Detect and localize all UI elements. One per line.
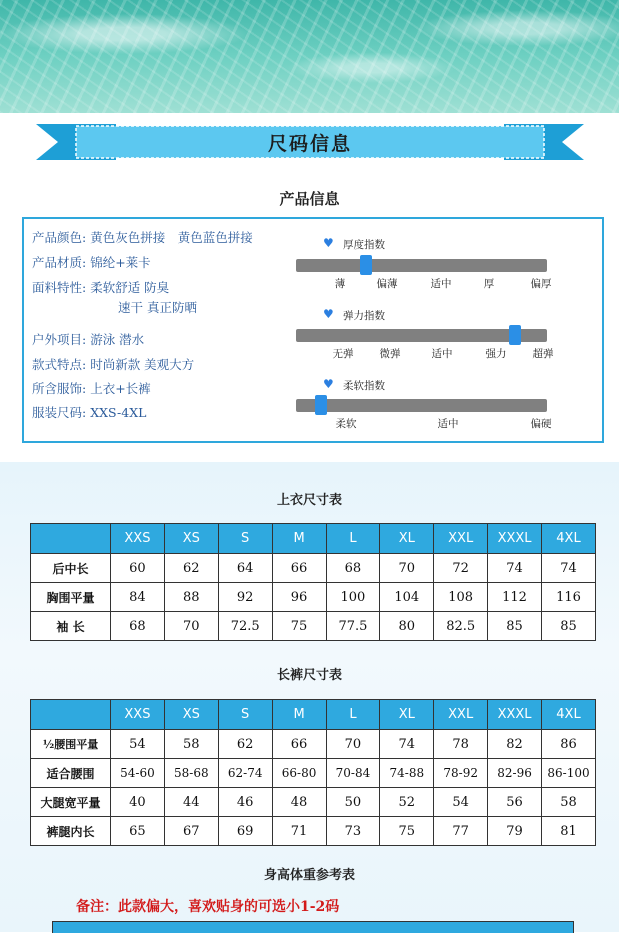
thickness-tick: 厚 [483, 278, 495, 290]
thickness-index-label: 厚度指数 [343, 239, 385, 251]
size-header: XXS [111, 700, 165, 730]
table-row [31, 730, 596, 759]
row-header: 胸围平量 [31, 583, 111, 612]
softness-bar [296, 399, 547, 412]
top-size-header-row [31, 524, 596, 554]
table-cell: 78-92 [434, 759, 488, 788]
table-cell: 54 [434, 788, 488, 817]
elasticity-index-label: 弹力指数 [343, 310, 385, 322]
attr-size-range: 服装尺码: XXS-4XL [32, 405, 147, 420]
size-header: 4XL [542, 524, 596, 554]
top-table-title: 上衣尺寸表 [276, 493, 342, 508]
table-cell: 74 [488, 554, 542, 583]
table-cell: 86 [542, 730, 596, 759]
size-note: 备注：此款偏大，喜欢贴身的可选小1-2码 [76, 899, 340, 915]
table-cell: 86-100 [542, 759, 596, 788]
table-cell: 85 [542, 612, 596, 641]
table-cell: 71 [272, 817, 326, 846]
table-cell: 66 [272, 730, 326, 759]
table-row [31, 612, 596, 641]
table-cell: 70 [380, 554, 434, 583]
table-cell: 58 [164, 730, 218, 759]
elasticity-tick: 超弹 [532, 348, 554, 360]
table-cell: 77.5 [326, 612, 380, 641]
size-header: XS [164, 524, 218, 554]
table-cell: 82 [488, 730, 542, 759]
table-cell: 85 [488, 612, 542, 641]
table-cell: 40 [111, 788, 165, 817]
table-cell: 69 [218, 817, 272, 846]
table-cell: 62 [218, 730, 272, 759]
table-cell: 116 [542, 583, 596, 612]
table-cell: 72 [434, 554, 488, 583]
attr-outdoor: 户外项目: 游泳 潜水 [32, 332, 145, 347]
table-row [31, 759, 596, 788]
table-row [31, 817, 596, 846]
thickness-bar [296, 259, 547, 272]
size-header: M [272, 700, 326, 730]
header-corner [31, 524, 111, 554]
table-cell: 70-84 [326, 759, 380, 788]
table-cell: 46 [218, 788, 272, 817]
table-cell: 48 [272, 788, 326, 817]
attr-style: 款式特点: 时尚新款 美观大方 [32, 357, 195, 372]
reference-table-header-partial [52, 921, 574, 933]
table-cell: 92 [218, 583, 272, 612]
table-cell: 58-68 [164, 759, 218, 788]
thickness-tick: 偏薄 [376, 278, 398, 290]
size-header: XXS [111, 524, 165, 554]
attr-fabric: 面料特性: 柔软舒适 防臭 [32, 280, 170, 295]
thickness-tick: 适中 [430, 278, 452, 290]
table-cell: 108 [434, 583, 488, 612]
table-cell: 44 [164, 788, 218, 817]
table-cell: 70 [326, 730, 380, 759]
table-cell: 56 [488, 788, 542, 817]
heart-icon: ♥ [323, 307, 334, 321]
banner-title: 尺码信息 [267, 132, 352, 155]
table-cell: 62 [164, 554, 218, 583]
header-corner [31, 700, 111, 730]
size-header: XL [380, 524, 434, 554]
size-header: S [218, 700, 272, 730]
size-header: 4XL [542, 700, 596, 730]
table-cell: 73 [326, 817, 380, 846]
heart-icon: ♥ [323, 377, 334, 391]
table-cell: 96 [272, 583, 326, 612]
pants-size-table [30, 699, 596, 846]
table-cell: 79 [488, 817, 542, 846]
row-header: 袖 长 [31, 612, 111, 641]
table-cell: 82.5 [434, 612, 488, 641]
table-cell: 54-60 [111, 759, 165, 788]
size-header: XL [380, 700, 434, 730]
table-cell: 54 [111, 730, 165, 759]
size-header: XXL [434, 700, 488, 730]
pants-size-header-row [31, 700, 596, 730]
size-header: XXXL [488, 700, 542, 730]
table-cell: 81 [542, 817, 596, 846]
softness-knob [315, 395, 327, 415]
table-cell: 84 [111, 583, 165, 612]
row-header: 适合腰围 [31, 759, 111, 788]
thickness-knob [360, 255, 372, 275]
table-cell: 58 [542, 788, 596, 817]
size-header: XXXL [488, 524, 542, 554]
size-header: XXL [434, 524, 488, 554]
table-cell: 75 [272, 612, 326, 641]
row-header: 后中长 [31, 554, 111, 583]
table-cell: 64 [218, 554, 272, 583]
table-cell: 67 [164, 817, 218, 846]
table-row [31, 583, 596, 612]
softness-tick: 偏硬 [530, 418, 552, 430]
table-cell: 74-88 [380, 759, 434, 788]
size-header: S [218, 524, 272, 554]
table-cell: 52 [380, 788, 434, 817]
section-ribbon [36, 122, 584, 162]
top-size-table [30, 523, 596, 641]
elasticity-tick: 强力 [485, 348, 507, 360]
reference-table-title: 身高体重参考表 [263, 868, 355, 883]
table-cell: 100 [326, 583, 380, 612]
thickness-tick: 偏厚 [530, 278, 552, 290]
table-cell: 82-96 [488, 759, 542, 788]
row-header: 裤腿内长 [31, 817, 111, 846]
table-cell: 112 [488, 583, 542, 612]
attr-color: 产品颜色: 黄色灰色拼接 黄色蓝色拼接 [32, 230, 253, 245]
table-cell: 75 [380, 817, 434, 846]
softness-index-label: 柔软指数 [343, 380, 385, 392]
table-cell: 72.5 [218, 612, 272, 641]
elasticity-tick: 无弹 [332, 348, 354, 360]
table-cell: 74 [380, 730, 434, 759]
row-header: 大腿宽平量 [31, 788, 111, 817]
product-info-title: 产品信息 [279, 190, 340, 208]
table-cell: 60 [111, 554, 165, 583]
pants-table-title: 长裤尺寸表 [276, 668, 342, 683]
table-cell: 78 [434, 730, 488, 759]
table-cell: 70 [164, 612, 218, 641]
size-header: L [326, 524, 380, 554]
elasticity-knob [509, 325, 521, 345]
heart-icon: ♥ [323, 236, 334, 250]
table-cell: 68 [326, 554, 380, 583]
attr-material: 产品材质: 锦纶+莱卡 [32, 255, 151, 270]
thickness-tick: 薄 [334, 278, 346, 290]
table-cell: 80 [380, 612, 434, 641]
table-cell: 68 [111, 612, 165, 641]
softness-tick: 适中 [437, 418, 459, 430]
table-cell: 77 [434, 817, 488, 846]
elasticity-tick: 适中 [431, 348, 453, 360]
table-cell: 66 [272, 554, 326, 583]
table-row [31, 554, 596, 583]
table-cell: 62-74 [218, 759, 272, 788]
size-header: L [326, 700, 380, 730]
table-row [31, 788, 596, 817]
table-cell: 50 [326, 788, 380, 817]
table-cell: 74 [542, 554, 596, 583]
water-banner-image [0, 0, 619, 113]
table-cell: 104 [380, 583, 434, 612]
size-header: M [272, 524, 326, 554]
row-header: ½腰围平量 [31, 730, 111, 759]
table-cell: 66-80 [272, 759, 326, 788]
softness-tick: 柔软 [335, 418, 357, 430]
elasticity-tick: 微弹 [379, 348, 401, 360]
table-cell: 88 [164, 583, 218, 612]
size-header: XS [164, 700, 218, 730]
attr-included: 所含服饰: 上衣+长裤 [32, 381, 151, 396]
attr-fabric-cont: 速干 真正防晒 [118, 300, 197, 315]
table-cell: 65 [111, 817, 165, 846]
